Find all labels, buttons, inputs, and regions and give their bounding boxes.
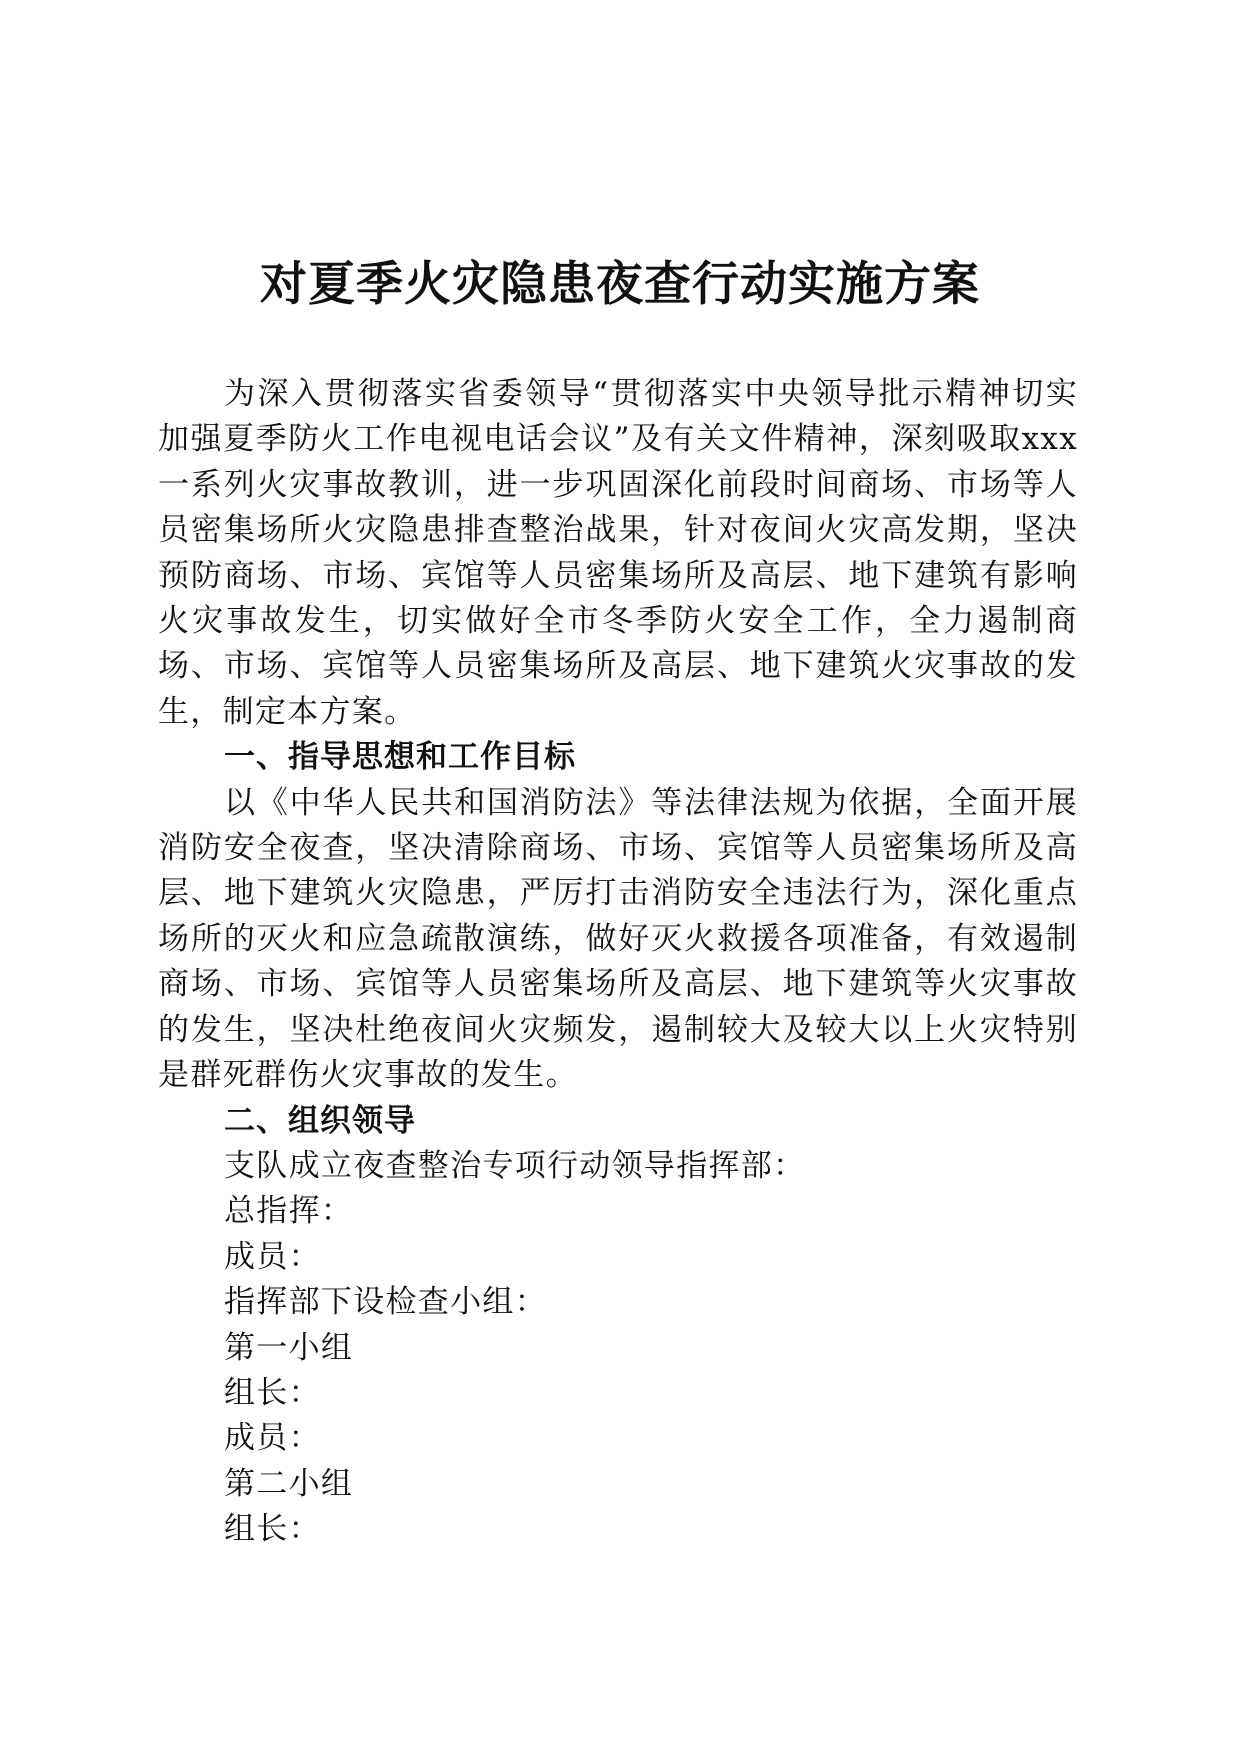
- group-one-leader-line: 组长：: [224, 1374, 321, 1411]
- group-two-leader-line: 组长：: [224, 1511, 321, 1548]
- intro-paragraph: 为深入贯彻落实省委领导“贯彻落实中央领导批示精神切实加强夏季防火工作电视电话会议”及有关文件精神，深刻吸取xxx一系列火灾事故教训，进一步巩固深化前段时间商场、市场等人员密集场所火灾隐患排查整治战果，针对夜间火灾高发期，坚决预防商场、市场、宾馆等人员密集场所及高层、地下建筑有影响火灾事故发生，切实做好全市冬季防火安全工作，全力遏制商场、市场、宾馆等人员密集场所及高层、地下建筑火灾事故的发生，制定本方案。: [158, 376, 1078, 730]
- document-body: [158, 372, 1078, 1553]
- guiding-principles-paragraph: 以《中华人民共和国消防法》等法律法规为依据，全面开展消防安全夜查，坚决清除商场、市场、宾馆等人员密集场所及高层、地下建筑火灾隐患，严厉打击消防安全违法行为，深化重点场所的灭火和应急疏散演练，做好灭火救援各项准备，有效遏制商场、市场、宾馆等人员密集场所及高层、地下建筑等火灾事故的发生，坚决杜绝夜间火灾频发，遏制较大及较大以上火灾特别是群死群伤火灾事故的发生。: [158, 784, 1078, 1094]
- group-one-line: 第一小组: [224, 1329, 354, 1366]
- members-line: 成员：: [224, 1238, 321, 1275]
- group-two-line: 第二小组: [224, 1465, 354, 1502]
- command-setup-line: 支队成立夜查整治专项行动领导指挥部：: [224, 1147, 806, 1184]
- section-heading-guiding-principles: 一、指导思想和工作目标: [224, 739, 576, 776]
- document-title: 对夏季火灾隐患夜查行动实施方案: [260, 257, 980, 312]
- group-one-members-line: 成员：: [224, 1420, 321, 1457]
- commander-line: 总指挥：: [224, 1193, 354, 1230]
- inspection-groups-line: 指挥部下设检查小组：: [224, 1284, 547, 1321]
- section-heading-organization: 二、组织领导: [224, 1102, 416, 1139]
